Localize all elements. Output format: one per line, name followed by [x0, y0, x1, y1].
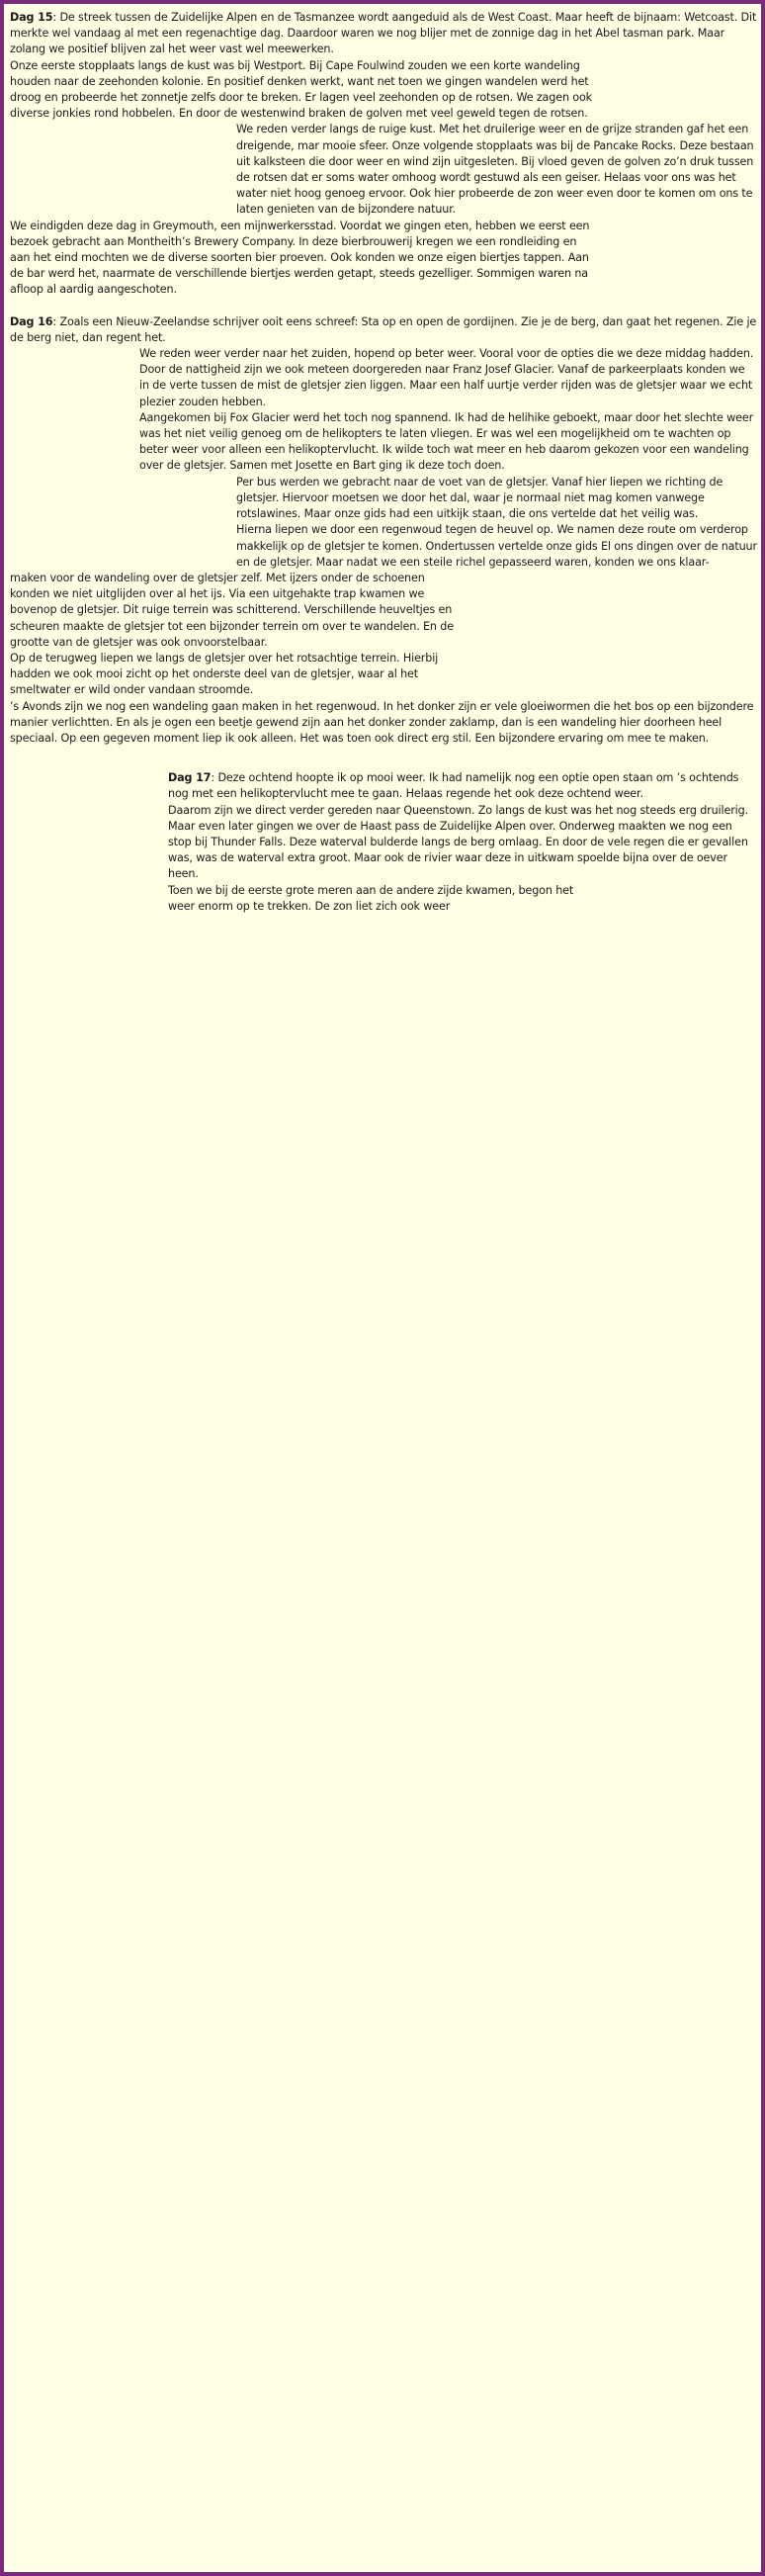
day16-paragraph-3: Per bus werden we gebracht naar de voet van de gletsjer. Vanaf hier liepen we richting de gletsjer. Hiervoor moetsen we door het dal, waar je normaal niet mag komen vanwege rotslawines. Maar onze gids had een uitkijk staan, die ons vertelde dat het veilig was. — [236, 475, 723, 521]
day15-paragraph-2: We reden verder langs de ruige kust. Met het druilerige weer en de grijze stranden gaf het een dreigende, mar mooie sfeer. Onze volgende stopplaats was bij de Pancake Rocks. Deze bestaan uit kalksteen die door weer en wind zijn uitgesleten. Bij vloed geven de golven zo’n druk tussen de rotsen dat er soms water omhoog wordt gestuwd als een geiser. Helaas voor ons was het water niet hoog genoeg ervoor. Ook hier probeerde de zon weer even door te komen om ons te laten genieten van de bijzondere natuur. — [236, 123, 754, 217]
day17-paragraph-2: Toen we bij de eerste grote meren aan de andere zijde kwamen, begon het weer enorm op te trekken. De zon liet zich ook weer — [168, 883, 574, 913]
day16-heading: Dag 16 — [10, 314, 53, 328]
day16-intro-text: : Zoals een Nieuw-Zeelandse schrijver ooit eens schreef: Sta op en open de gordijnen. Zie je de berg, dan gaat het regenen. Zie je de berg niet, dan regent het. — [10, 314, 757, 344]
spacer — [10, 747, 757, 770]
day15-intro-text: : De streek tussen de Zuidelijke Alpen en de Tasmanzee wordt aangeduid als de West Coast. Maar heeft de bijnaam: Wetcoast. Dit merkte wel vandaag al met een regenachtige dag. Daardoor waren we nog blijer met de zonnige dag in het Abel tasman park. Maar zolang we positief blijven zal het weer vast wel meewerken. — [10, 11, 757, 56]
day16-paragraph-2: Aangekomen bij Fox Glacier werd het toch nog spannend. Ik had de helihike geboekt, maar door het slechte weer was het niet veilig genoeg om de helikopters te laten vliegen. Er was wel een mogelijkheid om te wachten op beter weer voor alleen een helikoptervlucht. Ik wilde toch wat meer en heb daarom gekozen voor een wandeling over de gletsjer. Samen met Josette en Bart ging ik deze toch doen. — [139, 410, 754, 473]
day17-paragraph-1: Daarom zijn we direct verder gereden naar Queenstown. Zo langs de kust was het nog steeds erg druilerig. Maar even later gingen we over de Haast pass de Zuidelijke Alpen over. Onderweg maakten we nog een stop bij Thunder Falls. Deze waterval bulderde langs de berg omlaag. En door de vele regen die er gevallen was, was de waterval extra groot. Maar ook de rivier waar deze in uitkwam spoelde bijna over de oever heen. — [168, 803, 748, 881]
travel-journal — [10, 10, 757, 915]
day16-paragraph-4: Hierna liepen we door een regenwoud tegen de heuvel op. We namen deze route om verderop makkelijk op de gletsjer te komen. Ondertussen vertelde onze gids El ons dingen over de natuur en de gletsjer. Maar nadat we een steile richel gepasseerd waren, konden we ons klaar- — [236, 523, 757, 569]
spacer — [10, 299, 757, 314]
day16-paragraph-7: ’s Avonds zijn we nog een wandeling gaan maken in het regenwoud. In het donker zijn er vele gloeiwormen die het bos op een bijzondere manier verlichtten. En als je ogen een beetje gewend zijn aan het donker zonder zaklamp, dan is een wandeling hier doorheen heel speciaal. Op een gegeven moment liep ik ook alleen. Het was toen ook direct erg stil. Een bijzondere ervaring om mee te maken. — [10, 699, 754, 745]
day15-intro — [10, 10, 757, 58]
day17-intro-text: : Deze ochtend hoopte ik op mooi weer. Ik had namelijk nog een optie open staan om ’s ochtends nog met een helikoptervlucht mee te gaan. Helaas regende het ook deze ochtend weer. — [168, 771, 739, 801]
day16-paragraph-1: We reden weer verder naar het zuiden, hopend op beter weer. Vooral voor de opties die we deze middag hadden. Door de nattigheid zijn we ook meteen doorgereden naar Franz Josef Glacier. Vanaf de parkeerplaats konden we in de verte tussen de mist de gletsjer zien liggen. Maar een half uurtje verder rijden was de gletsjer waar we echt plezier zouden hebben. — [139, 347, 754, 408]
day16-paragraph-6: Op de terugweg liepen we langs de gletsjer over het rotsachtige terrein. Hierbij hadden we ook mooi zicht op het onderste deel van de gletsjer, waar al het smeltwater er wild onder vandaan stroomde. — [10, 651, 439, 697]
day15-heading: Dag 15 — [10, 11, 53, 24]
day15-paragraph-1: Onze eerste stopplaats langs de kust was bij Westport. Bij Cape Foulwind zouden we een korte wandeling houden naar de zeehonden kolonie. En positief denken werkt, want net toen we gingen wandelen werd het droog en probeerde het zonnetje zelfs door te breken. Er lagen veel zeehonden op de rotsen. We zagen ook diverse jonkies rond hobbelen. En door de westenwind braken de golven met veel geweld tegen de rotsen. — [10, 58, 593, 121]
day16-paragraph-5: maken voor de wandeling over de gletsjer zelf. Met ijzers onder de schoenen konden we niet uitglijden over al het ijs. Via een uitgehakte trap kwamen we bovenop de gletsjer. Dit ruige terrein was schitterend. Verschillende heuveltjes en scheuren maakte de gletsjer tot een bijzonder terrein om over te wandelen. En de grootte van de gletsjer was ook onvoorstelbaar. — [10, 571, 454, 649]
day17-heading: Dag 17 — [168, 771, 212, 785]
day17-intro — [168, 770, 757, 802]
day16-intro — [10, 314, 757, 346]
day15-paragraph-3: We eindigden deze dag in Greymouth, een mijnwerkersstad. Voordat we gingen eten, hebben we eerst een bezoek gebracht aan Montheith’s Brewery Company. In deze bierbrouwerij kregen we een rondleiding en aan het eind mochten we de diverse soorten bier proeven. Ook konden we onze eigen biertjes tappen. Aan de bar werd het, naarmate de verschillende biertjes werden getapt, steeds gezelliger. Sommigen waren na afloop al aardig aangeschoten. — [10, 219, 590, 297]
